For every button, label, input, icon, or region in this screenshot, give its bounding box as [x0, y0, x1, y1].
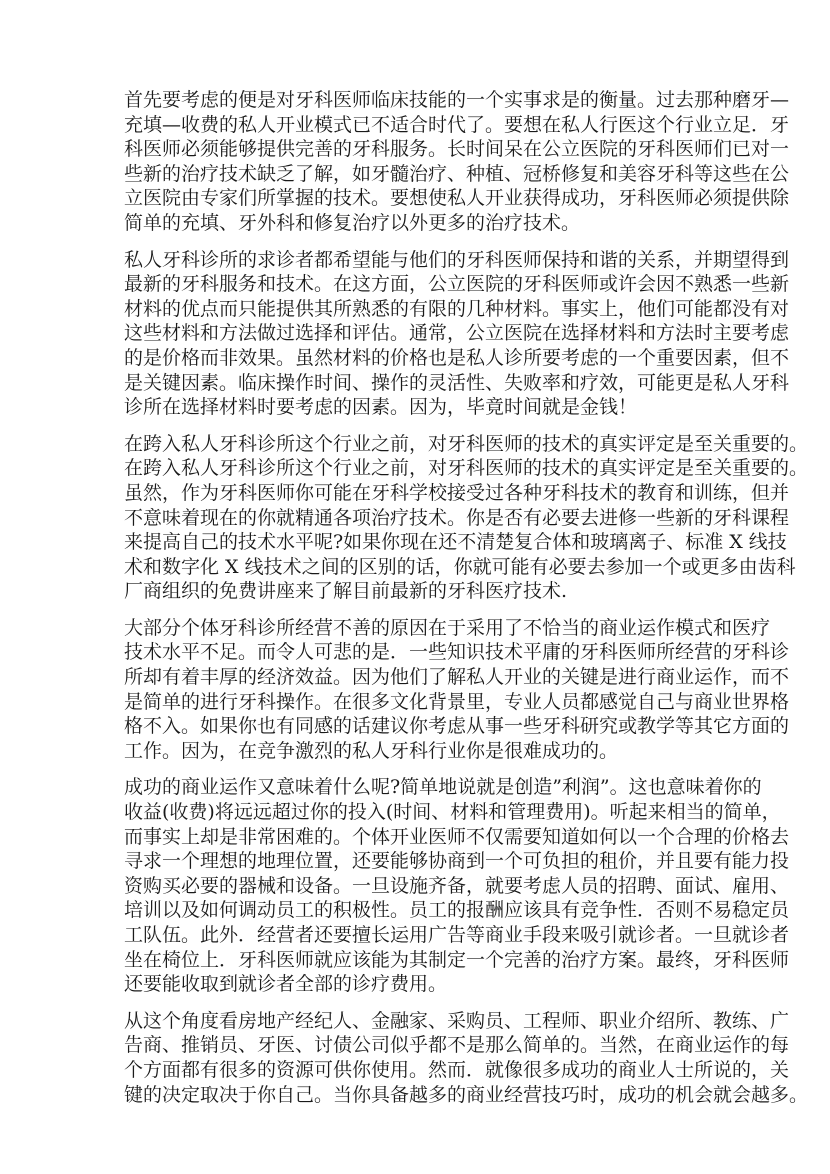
- text-line: 而事实上却是非常困难的。个体开业医师不仅需要知道如何以一个合理的价格去: [124, 825, 790, 848]
- text-line: 材料的优点而只能提供其所熟悉的有限的几种材料。事实上，他们可能都没有对: [124, 297, 790, 320]
- text-line: 在跨入私人牙科诊所这个行业之前，对牙科医师的技术的真实评定是至关重要的。: [124, 432, 809, 455]
- text-line: 工作。因为，在竞争激烈的私人牙科行业你是很难成功的。: [124, 739, 619, 762]
- text-line: 告商、推销员、牙医、讨债公司似乎都不是那么简单的。当然，在商业运作的每: [124, 1034, 790, 1057]
- text-line: 大部分个体牙科诊所经营不善的原因在于采用了不恰当的商业运作模式和医疗: [124, 616, 771, 639]
- paragraph: [124, 1009, 809, 1107]
- text-line: 格不入。如果你也有同感的话建议你考虑从事一些牙科研究或教学等其它方面的: [124, 715, 790, 738]
- text-line: 不意味着现在的你就精通各项治疗技术。你是否有必要去进修一些新的牙科课程: [124, 506, 790, 529]
- text-line: 从这个角度看房地产经纪人、金融家、采购员、工程师、职业介绍所、教练、广: [124, 1009, 790, 1032]
- text-line: 还要能收取到就诊者全部的诊疗费用。: [124, 973, 448, 996]
- text-line: 最新的牙科服务和技术。在这方面，公立医院的牙科医师或许会因不熟悉一些新: [124, 273, 790, 296]
- text-line: 些新的治疗技术缺乏了解，如牙髓治疗、种植、冠桥修复和美容牙科等这些在公: [124, 162, 790, 185]
- text-line: 首先要考虑的便是对牙科医师临床技能的一个实事求是的衡量。过去那种磨牙—: [124, 89, 790, 111]
- text-line: 在跨入私人牙科诊所这个行业之前，对牙科医师的技术的真实评定是至关重要的。: [124, 457, 809, 480]
- paragraph: [124, 432, 809, 604]
- text-line: 资购买必要的器械和设备。一旦设施齐备，就要考虑人员的招聘、面试、雇用、: [124, 874, 790, 897]
- text-line: 收益(收费)将远远超过你的投入(时间、材料和管理费用)。听起来相当的简单，: [124, 801, 781, 824]
- text-line: 成功的商业运作又意味着什么呢?简单地说就是创造”利润”。这也意味着你的: [124, 776, 762, 799]
- text-line: 来提高自己的技术水平呢?如果你现在还不清楚复合体和玻璃离子、标准 X 线技: [124, 531, 787, 554]
- text-line: 是简单的进行牙科操作。在很多文化背景里，专业人员都感觉自己与商业世界格: [124, 690, 790, 713]
- text-line: 厂商组织的免费讲座来了解目前最新的牙科医疗技术.: [124, 580, 568, 603]
- paragraph: [124, 775, 790, 996]
- text-line: 工队伍。此外．经营者还要擅长运用广告等商业手段来吸引就诊者。一旦就诊者: [124, 924, 790, 946]
- text-line: 术和数字化 X 线技术之间的区别的话，你就可能有必要去参加一个或更多由齿科: [124, 555, 796, 578]
- text-line: 是关键因素。临床操作时间、操作的灵活性、失败率和疗效，可能更是私人牙科: [124, 371, 790, 394]
- text-line: 培训以及如何调动员工的积极性。员工的报酬应该具有竞争性．否则不易稳定员: [124, 899, 790, 922]
- text-line: 充填—收费的私人开业模式已不适合时代了。要想在私人行医这个行业立足．牙: [124, 113, 790, 136]
- text-line: 坐在椅位上．牙科医师就应该能为其制定一个完善的治疗方案。最终，牙科医师: [124, 948, 790, 971]
- paragraph: [124, 248, 790, 420]
- text-line: 寻求一个理想的地理位置，还要能够协商到一个可负担的租价，并且要有能力投: [124, 850, 790, 873]
- text-line: 个方面都有很多的资源可供你使用。然而．就像很多成功的商业人士所说的，关: [124, 1058, 790, 1081]
- text-line: 所却有着丰厚的经济效益。因为他们了解私人开业的关键是进行商业运作，而不: [124, 666, 790, 689]
- text-line: 立医院由专家们所掌握的技术。要想使私人开业获得成功，牙科医师必须提供除: [124, 187, 790, 210]
- paragraph: [124, 88, 790, 236]
- text-line: 这些材料和方法做过选择和评估。通常，公立医院在选择材料和方法时主要考虑: [124, 322, 790, 345]
- text-line: 虽然，作为牙科医师你可能在牙科学校接受过各种牙科技术的教育和训练，但并: [124, 481, 790, 504]
- paragraph: [124, 616, 790, 764]
- text-line: 技术水平不足。而令人可悲的是．一些知识技术平庸的牙科医师所经营的牙科诊: [124, 641, 790, 664]
- text-line: 私人牙科诊所的求诊者都希望能与他们的牙科医师保持和谐的关系，并期望得到: [124, 248, 790, 271]
- text-line: 简单的充填、牙外科和修复治疗以外更多的治疗技术。: [124, 211, 581, 234]
- text-line: 的是价格而非效果。虽然材料的价格也是私人诊所要考虑的一个重要因素，但不: [124, 346, 790, 369]
- text-line: 键的决定取决于你自己。当你具备越多的商业经营技巧时，成功的机会就会越多。: [124, 1083, 809, 1106]
- text-line: 科医师必须能够提供完善的牙科服务。长时间呆在公立医院的牙科医师们已对一: [124, 138, 790, 161]
- document-page: [124, 88, 809, 1119]
- text-line: 诊所在选择材料时要考虑的因素。因为，毕竟时间就是金钱！: [124, 396, 638, 419]
